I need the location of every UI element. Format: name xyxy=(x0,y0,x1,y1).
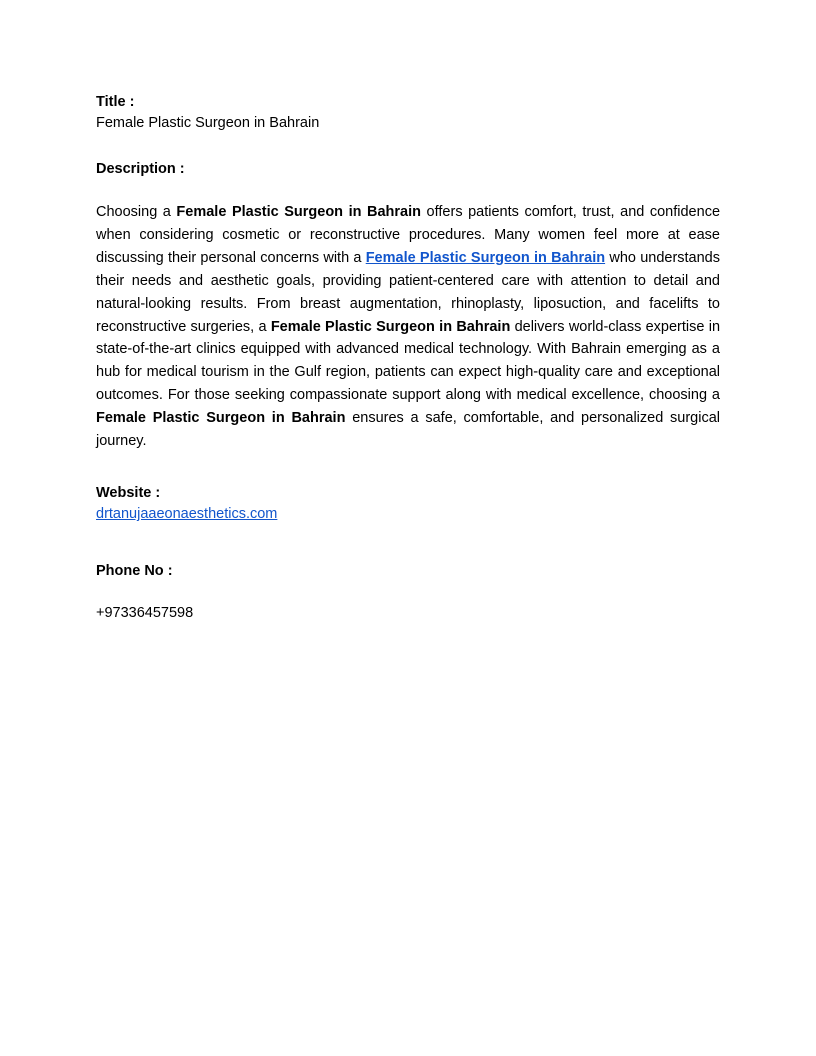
description-bold-1: Female Plastic Surgeon in Bahrain xyxy=(176,204,422,221)
phone-value: +97336457598 xyxy=(96,605,194,622)
description-paragraph xyxy=(96,201,720,453)
spacer-title-description xyxy=(96,134,720,159)
description-segment-1: Choosing a xyxy=(96,204,177,221)
spacer-website-phone xyxy=(96,525,720,561)
spacer-description-body xyxy=(96,180,720,201)
website-link[interactable]: drtanujaaeonaesthetics.com xyxy=(96,506,278,523)
website-label: Website : xyxy=(96,485,161,502)
spacer-phone-label-value xyxy=(96,582,720,603)
title-value: Female Plastic Surgeon in Bahrain xyxy=(96,115,320,132)
description-label: Description : xyxy=(96,161,185,178)
description-bold-3: Female Plastic Surgeon in Bahrain xyxy=(96,410,346,427)
description-inline-link[interactable]: Female Plastic Surgeon in Bahrain xyxy=(365,249,606,266)
spacer-body-website xyxy=(96,453,720,483)
description-segment-3: offers patients comfort, trust, and confidence when considering cosmetic or reconstructive procedures. Many women feel more at ease discussing their personal concerns with a xyxy=(96,204,721,266)
description-bold-2: Female Plastic Surgeon in Bahrain xyxy=(270,318,511,335)
document-content xyxy=(96,92,720,624)
description-segment-9: ensures a safe, comfortable, and personalized surgical journey. xyxy=(96,410,720,450)
description-segment-7: delivers world-class expertise in state-of-the-art clinics equipped with advanced medical technology. With Bahrain emerging as a hub for medical tourism in the Gulf region, patients can expect high-quality care and exceptional outcomes. For those seeking compassionate support along with medical excellence, choosing a xyxy=(96,318,721,404)
description-segment-5: who understands their needs and aesthetic goals, providing patient-centered care with attention to detail and natural-looking results. From breast augmentation, rhinoplasty, liposuction, and facelifts to reconstructive surgeries, a xyxy=(96,249,720,335)
title-label: Title : xyxy=(96,94,135,110)
phone-label: Phone No : xyxy=(96,563,173,580)
